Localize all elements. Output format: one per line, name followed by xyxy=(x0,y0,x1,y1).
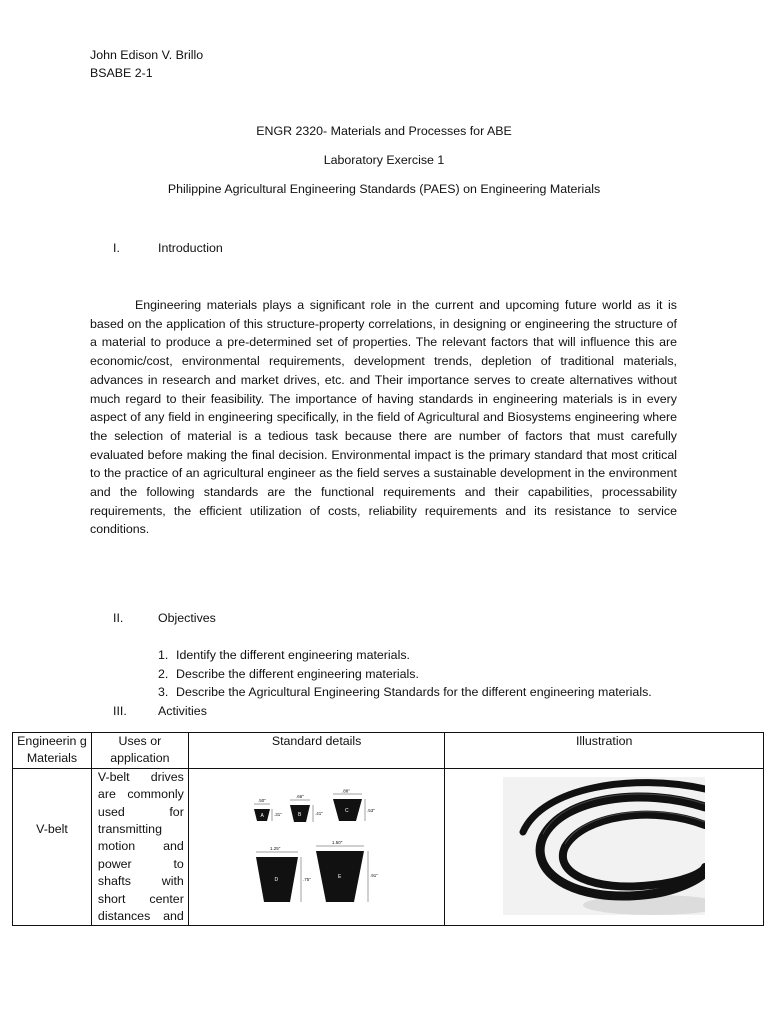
header-uses: Uses or application xyxy=(91,733,188,769)
dim-e-height: .91" xyxy=(369,872,378,878)
section-d-label: D xyxy=(274,876,278,883)
author-section: BSABE 2-1 xyxy=(90,66,153,80)
dim-c-top: .88" xyxy=(341,788,350,794)
header-materials: Engineerin g Materials xyxy=(13,733,92,769)
list-item: 3. Describe the Agricultural Engineering Standards for the different engineering materials. xyxy=(158,685,652,699)
activities-table xyxy=(12,732,764,926)
introduction-text: Engineering materials plays a significant role in the current and upcoming future world as it is based on the application of this structure-property correlations, in designing or engineering the structure of a material to produce a pre-determined set of properties. The relevant factors that will influence this are economic/cost, environmental requirements, development trends, depletion of traditional materials, advances in research and market drives, etc. and Their importance serves to create alternatives without much regard to their feasibility. The importance of having standards in engineering materials is in every aspect of any field in engineering specifically, in the field of Agricultural and Biosystems engineering where the selection of material is a tedious task because there are number of factors that must carefully evaluated before making the final decision. Environmental impact is the primary standard that most critical to the practice of an agricultural engineer as the field serves a sustainable development in the environment and the following standards are the functional requirements and their capabilities, processability requirements, the efficient utilization of costs, reliability requirements and its resistance to service conditions. xyxy=(90,298,677,537)
course-title: ENGR 2320- Materials and Processes for ABE xyxy=(256,124,512,138)
dim-d-top: 1.25" xyxy=(269,845,280,851)
introduction-number: I. xyxy=(113,241,120,255)
topic-title: Philippine Agricultural Engineering Standards (PAES) on Engineering Materials xyxy=(167,182,601,196)
uses-cell: V-belt drives are commonly used for transmitting motion and power to shafts with short center distances and xyxy=(91,768,188,926)
dim-a-top: .50" xyxy=(257,797,266,803)
author-name: John Edison V. Brillo xyxy=(90,48,204,62)
v-belt-sections-diagram xyxy=(250,789,384,905)
activities-number: III. xyxy=(113,704,127,718)
header-standard-details: Standard details xyxy=(188,733,445,769)
table-row xyxy=(13,768,764,926)
section-e-label: E xyxy=(337,873,341,880)
illustration-cell xyxy=(445,768,764,926)
dim-b-top: .66" xyxy=(295,793,304,799)
objectives-title: Objectives xyxy=(158,611,216,625)
exercise-title: Laboratory Exercise 1 xyxy=(323,153,445,167)
dim-d-height: .75" xyxy=(302,876,311,882)
header-illustration: Illustration xyxy=(445,733,764,769)
list-item: 1. Identify the different engineering materials. xyxy=(158,648,410,662)
standard-details-cell xyxy=(188,768,445,926)
list-item: 2. Describe the different engineering materials. xyxy=(158,666,419,681)
dim-a-height: .31" xyxy=(273,811,282,817)
dim-c-height: .53" xyxy=(366,807,375,813)
table-header-row xyxy=(13,733,764,769)
author-block xyxy=(90,46,203,82)
material-cell: V-belt xyxy=(13,768,92,926)
dim-b-height: .41" xyxy=(314,810,323,816)
section-b-label: B xyxy=(297,811,301,818)
introduction-title: Introduction xyxy=(158,241,223,255)
introduction-paragraph xyxy=(90,296,677,539)
objectives-list xyxy=(158,646,652,702)
activities-title: Activities xyxy=(158,704,207,718)
objectives-number: II. xyxy=(113,611,124,625)
section-c-label: C xyxy=(344,807,349,814)
section-a-label: A xyxy=(260,812,264,819)
v-belt-photo xyxy=(503,777,705,915)
dim-e-top: 1.50" xyxy=(331,839,342,845)
